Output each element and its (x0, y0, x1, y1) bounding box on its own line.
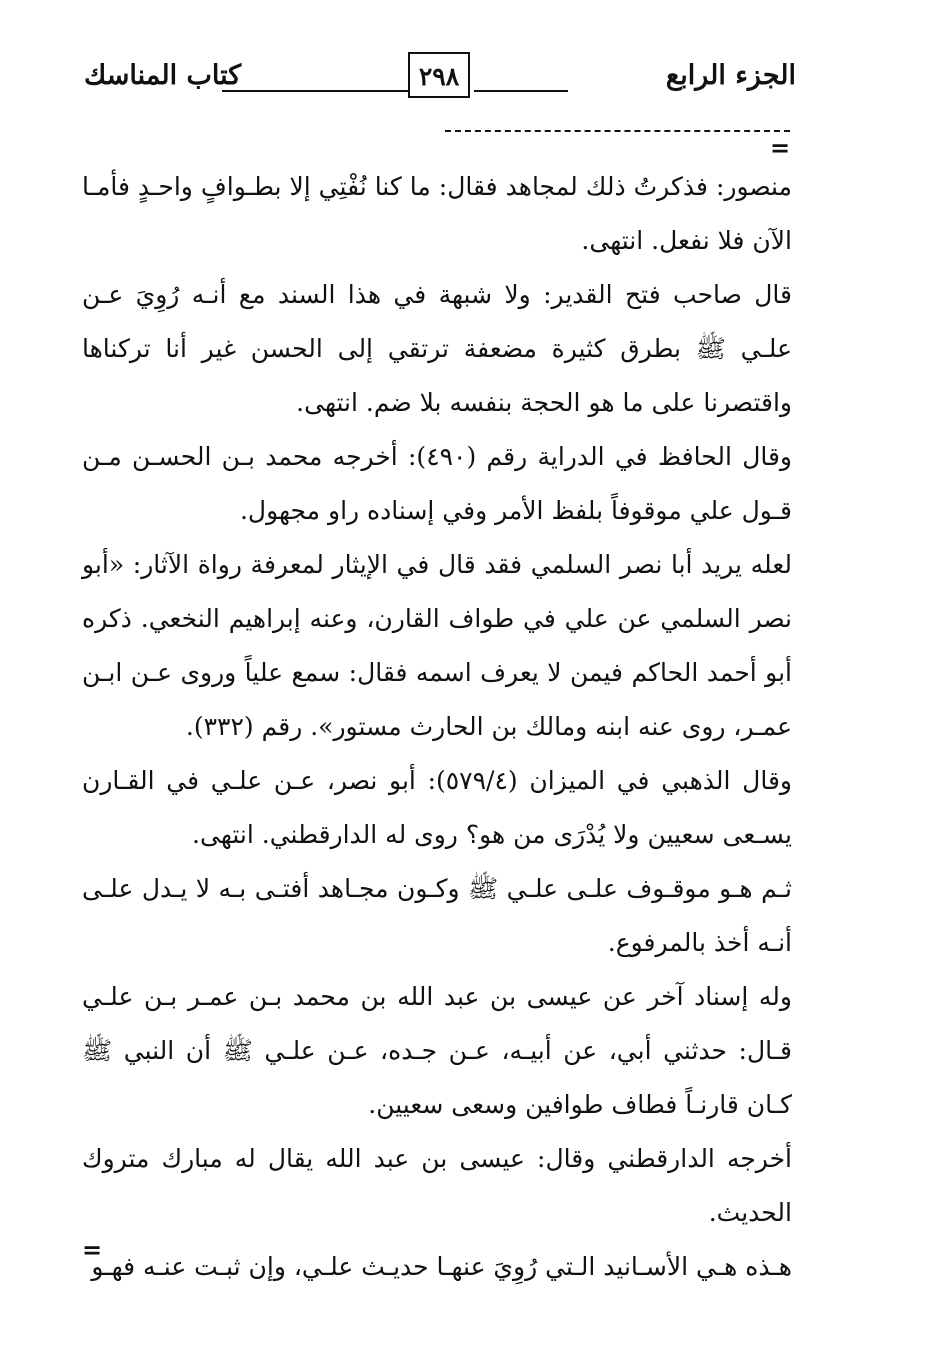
paragraph-7: وله إسناد آخر عن عيسى بن عبد الله بن محمد بـن عمـر بـن علـي قـال: حدثني أبي، عن أبيـه، عـن جـده، عـن علـي ﷺ أن النبي ﷺ كـان قارنـاً فطاف طوافين وسعى سعيين. (82, 982, 792, 1119)
book-title: كتاب المناسك (84, 60, 242, 91)
paragraph-1: منصور: فذكرتُ ذلك لمجاهد فقال: ما كنا نُفْتِي إلا بطـوافٍ واحـدٍ فأمـا الآن فلا نفعل. انتهى. (82, 172, 792, 255)
paragraph-6: ثـم هـو موقـوف علـى علـي ﷺ وكـون مجـاهد أفتـى بـه لا يـدل علـى أنـه أخذ بالمرفوع. (82, 874, 792, 957)
running-header (84, 52, 796, 112)
dashed-separator (445, 130, 790, 132)
paragraph-2: قال صاحب فتح القدير: ولا شبهة في هذا السند مع أنـه رُوِيَ عـن علـي ﷺ بطرق كثيرة مضعفة ترتقي إلى الحسن غير أنا تركناها واقتصرنا على ما هو الحجة بنفسه بلا ضم. انتهى. (82, 280, 792, 417)
continuation-mark-top: = (770, 133, 791, 162)
continuation-mark-bottom: = (82, 1235, 103, 1264)
paragraph-8: أخرجه الدارقطني وقال: عيسى بن عبد الله يقال له مبارك متروك الحديث. (82, 1144, 792, 1227)
paragraph-3: وقال الحافظ في الدراية رقم (٤٩٠): أخرجه محمد بـن الحسـن مـن قـول علي موقوفاً بلفظ الأمر وفي إسناده راو مجهول. (82, 442, 792, 525)
header-rule-right (474, 90, 568, 92)
paragraph-9: هـذه هـي الأسـانيد الـتي رُوِيَ عنهـا حديـث علـي، وإن ثبـت عنـه فهـو (91, 1252, 792, 1281)
header-rule-left (222, 90, 408, 92)
paragraph-5: وقال الذهبي في الميزان (٥٧٩/٤): أبو نصر، عـن علـي في القـارن يسـعى سعيين ولا يُدْرَى من هو؟ روى له الدارقطني. انتهى. (82, 766, 792, 849)
page-body (82, 160, 792, 1294)
part-title: الجزء الرابع (665, 60, 796, 91)
paragraph-4: لعله يريد أبا نصر السلمي فقد قال في الإيثار لمعرفة رواة الآثار: «أبو نصر السلمي عن علي في طواف القارن، وعنه إبراهيم النخعي. ذكره أبو أحمد الحاكم فيمن لا يعرف اسمه فقال: سمع علياً وروى عـن ابـن عمـر، روى عنه ابنه ومالك بن الحارث مستور». رقم (٣٣٢). (82, 550, 792, 741)
page-number: ٢٩٨ (408, 52, 470, 98)
